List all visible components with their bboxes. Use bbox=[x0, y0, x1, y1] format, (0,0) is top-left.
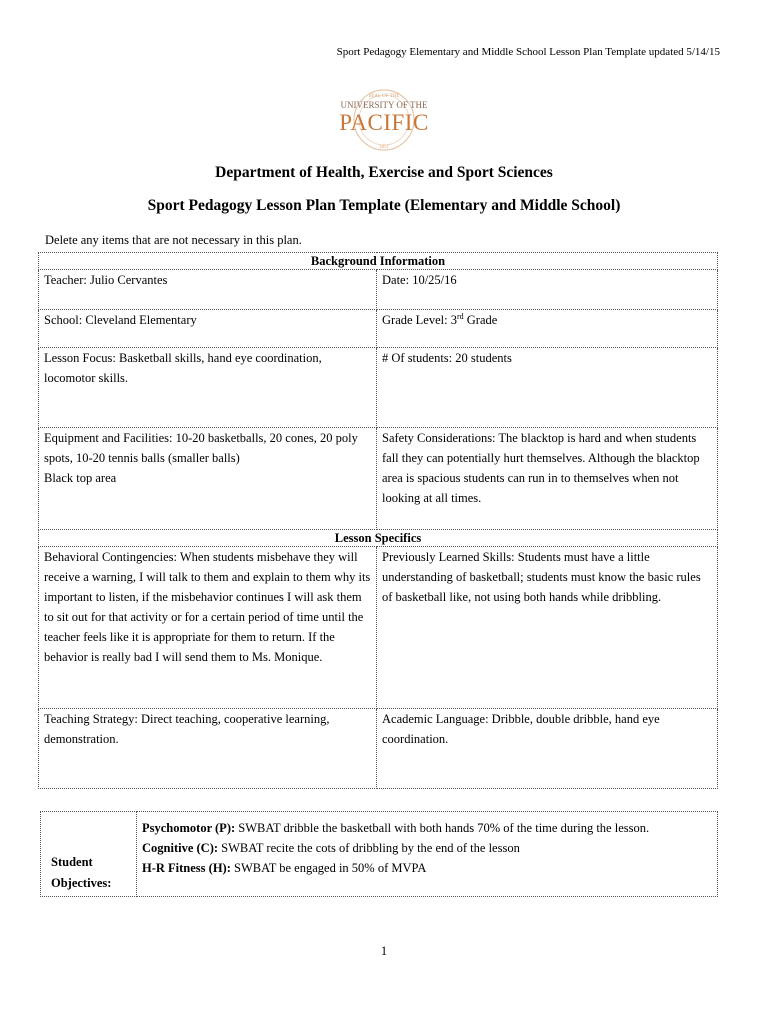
objectives-label-line2: Objectives: bbox=[51, 876, 112, 890]
background-heading: Background Information bbox=[39, 253, 718, 270]
header-note: Sport Pedagogy Elementary and Middle School Lesson Plan Template updated 5/14/15 bbox=[336, 46, 720, 58]
fitness-label: H-R Fitness (H): bbox=[142, 861, 231, 875]
academic-language-cell: Academic Language: Dribble, double dribble, hand eye coordination. bbox=[377, 709, 718, 789]
department-title: Department of Health, Exercise and Sport Sciences bbox=[215, 164, 553, 181]
objectives-content bbox=[137, 812, 718, 897]
cognitive-objective bbox=[142, 838, 712, 858]
previous-skills-cell: Previously Learned Skills: Students must have a little understanding of basketball; students must know the basic rules of basketball like, not using both hands while dribbling. bbox=[377, 547, 718, 709]
university-logo bbox=[334, 84, 434, 156]
cognitive-text: SWBAT recite the cots of dribbling by the end of the lesson bbox=[218, 841, 520, 855]
grade-sup: rd bbox=[456, 311, 464, 321]
lesson-focus-cell: Lesson Focus: Basketball skills, hand eye coordination, locomotor skills. bbox=[39, 348, 377, 428]
logo-top-text: UNIVERSITY OF THE bbox=[340, 100, 428, 110]
safety-cell: Safety Considerations: The blacktop is hard and when students fall they can potentially hurt themselves. Although the blacktop area is spacious students can run in to themselves when not looking at all times. bbox=[377, 428, 718, 530]
objectives-table bbox=[40, 811, 718, 897]
grade-prefix: Grade Level: 3 bbox=[382, 313, 457, 327]
equipment-text: Equipment and Facilities: 10-20 basketballs, 20 cones, 20 poly spots, 10-20 tennis balls (smaller balls) bbox=[44, 431, 358, 465]
logo-ring-text: SEAL OF THE bbox=[368, 94, 400, 99]
cognitive-label: Cognitive (C): bbox=[142, 841, 219, 855]
behavioral-cell: Behavioral Contingencies: When students misbehave they will receive a warning, I will talk to them and explain to them why its important to listen, if the misbehavior continues I will ask them to sit out for that activity or for a certain period of time until the teacher feels like it is appropriate for them to return. If the behavior is really bad I will send them to Ms. Monique. bbox=[39, 547, 377, 709]
logo-main-text: PACIFIC bbox=[339, 110, 429, 135]
fitness-objective bbox=[142, 858, 712, 878]
objectives-label-line1: Student bbox=[51, 855, 93, 869]
template-title: Sport Pedagogy Lesson Plan Template (Elementary and Middle School) bbox=[147, 197, 621, 214]
grade-cell bbox=[377, 310, 718, 348]
psychomotor-label: Psychomotor (P): bbox=[142, 821, 236, 835]
objectives-label bbox=[41, 812, 137, 897]
psychomotor-objective bbox=[142, 818, 712, 838]
num-students-cell: # Of students: 20 students bbox=[377, 348, 718, 428]
school-cell: School: Cleveland Elementary bbox=[39, 310, 377, 348]
equipment-cell bbox=[39, 428, 377, 530]
page-number: 1 bbox=[380, 944, 388, 958]
lesson-plan-table bbox=[38, 252, 718, 789]
specifics-heading: Lesson Specifics bbox=[39, 530, 718, 547]
teacher-cell: Teacher: Julio Cervantes bbox=[39, 270, 377, 310]
grade-suffix: Grade bbox=[463, 313, 498, 327]
equipment-area: Black top area bbox=[44, 471, 117, 485]
date-cell: Date: 10/25/16 bbox=[377, 270, 718, 310]
university-seal-icon bbox=[334, 84, 434, 156]
delete-note: Delete any items that are not necessary in this plan. bbox=[45, 233, 302, 247]
psychomotor-text: SWBAT dribble the basketball with both hands 70% of the time during the lesson. bbox=[235, 821, 650, 835]
logo-year: 1851 bbox=[379, 145, 389, 150]
teaching-strategy-cell: Teaching Strategy: Direct teaching, cooperative learning, demonstration. bbox=[39, 709, 377, 789]
fitness-text: SWBAT be engaged in 50% of MVPA bbox=[230, 861, 427, 875]
